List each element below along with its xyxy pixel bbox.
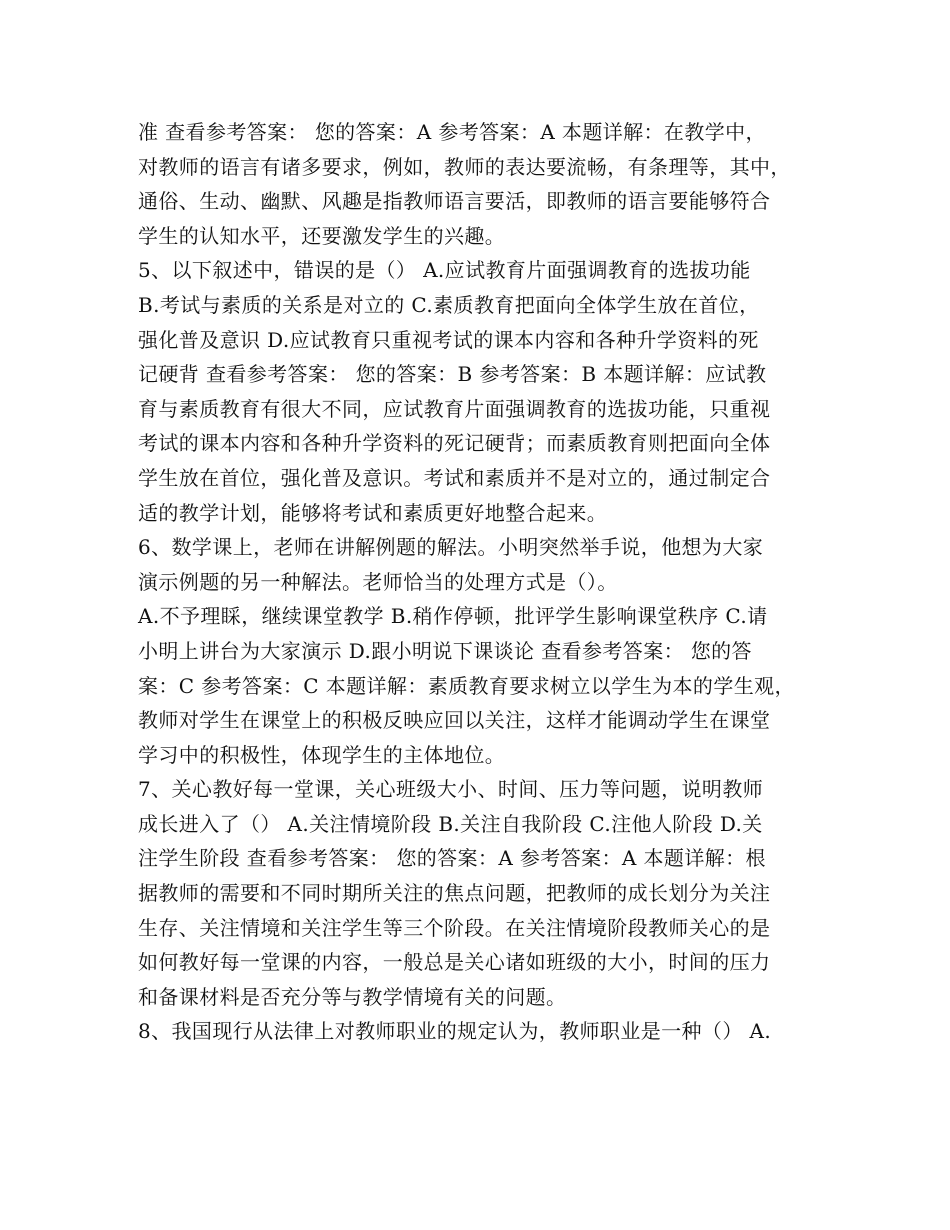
question-7-line-2: 成长进入了（） A.关注情境阶段 B.关注自我阶段 C.注他人阶段 D.关 xyxy=(138,811,763,836)
question-6-line-3: A.不予理睬，继续课堂教学 B.稍作停顿，批评学生影响课堂秩序 C.请 xyxy=(138,604,768,629)
question-7-line-6: 如何教好每一堂课的内容，一般总是关心诸如班级的大小，时间的压力 xyxy=(138,950,771,975)
question-6-line-1: 6、数学课上，老师在讲解例题的解法。小明突然举手说，他想为大家 xyxy=(138,535,764,560)
question-5-line-3: 强化普及意识 D.应试教育只重视考试的课本内容和各种升学资料的死 xyxy=(138,327,759,352)
question-7-line-4: 据教师的需要和不同时期所关注的焦点问题，把教师的成长划分为关注 xyxy=(138,881,771,906)
question-7-line-7: 和备课材料是否充分等与教学情境有关的问题。 xyxy=(138,984,567,1009)
question-7-line-5: 生存、关注情境和关注学生等三个阶段。在关注情境阶段教师关心的是 xyxy=(138,915,771,940)
question-7-line-1: 7、关心教好每一堂课，关心班级大小、时间、压力等问题，说明教师 xyxy=(138,777,764,802)
question-5-line-4: 记硬背 查看参考答案： 您的答案：B 参考答案：B 本题详解：应试教 xyxy=(138,362,767,387)
text-line-1: 准 查看参考答案： 您的答案：A 参考答案：A 本题详解：在教学中， xyxy=(138,120,766,144)
question-5-line-2: B.考试与素质的关系是对立的 C.素质教育把面向全体学生放在首位， xyxy=(138,292,760,317)
question-6-line-7: 学习中的积极性，体现学生的主体地位。 xyxy=(138,742,506,767)
question-6-line-2: 演示例题的另一种解法。老师恰当的处理方式是（）。 xyxy=(138,569,618,594)
document-page xyxy=(138,115,828,1049)
question-6-line-6: 教师对学生在课堂上的积极反映应回以关注，这样才能调动学生在课堂 xyxy=(138,708,771,733)
question-7-line-3: 注学生阶段 查看参考答案： 您的答案：A 参考答案：A 本题详解：根 xyxy=(138,846,766,871)
question-5-line-7: 学生放在首位，强化普及意识。考试和素质并不是对立的，通过制定合 xyxy=(138,465,771,490)
question-6-line-4: 小明上讲台为大家演示 D.跟小明说下课谈论 查看参考答案： 您的答 xyxy=(138,638,752,663)
question-6-line-5: 案：C 参考答案：C 本题详解：素质教育要求树立以学生为本的学生观， xyxy=(138,673,795,698)
question-8-line-1: 8、我国现行从法律上对教师职业的规定认为，教师职业是一种（） A. xyxy=(138,1019,772,1044)
text-line-4: 学生的认知水平，还要激发学生的兴趣。 xyxy=(138,223,506,248)
question-5-line-1: 5、以下叙述中，错误的是（） A.应试教育片面强调教育的选拔功能 xyxy=(138,258,751,283)
question-5-line-6: 考试的课本内容和各种升学资料的死记硬背；而素质教育则把面向全体 xyxy=(138,431,771,456)
text-line-2: 对教师的语言有诸多要求，例如，教师的表达要流畅，有条理等，其中， xyxy=(138,154,791,179)
text-line-3: 通俗、生动、幽默、风趣是指教师语言要活，即教师的语言要能够符合 xyxy=(138,189,771,214)
question-5-line-5: 育与素质教育有很大不同，应试教育片面强调教育的选拔功能，只重视 xyxy=(138,396,771,421)
question-5-line-8: 适的教学计划，能够将考试和素质更好地整合起来。 xyxy=(138,500,608,525)
